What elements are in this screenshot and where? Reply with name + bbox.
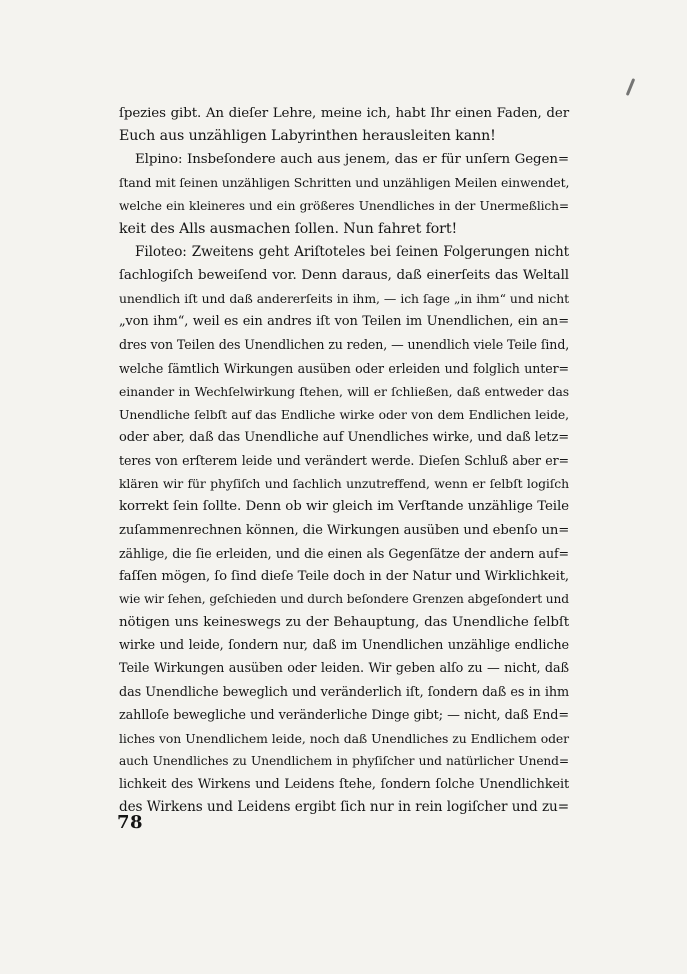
- text-line: auch Unendliches zu Unendlichem in phyſiſcher und natürlicher Unend=: [119, 753, 569, 768]
- text-line: Euch aus unzähligen Labyrinthen herausleiten kann!: [119, 128, 496, 145]
- text-line: zahlloſe bewegliche und veränderliche Dinge gibt; — nicht, daß End=: [119, 707, 569, 723]
- text-line: Teile Wirkungen ausüben oder leiden. Wir geben alſo zu — nicht, daß: [119, 661, 569, 677]
- text-line: das Unendliche beweglich und veränderlich iſt, ſondern daß es in ihm: [119, 684, 569, 700]
- text-line: wie wir ſehen, geſchieden und durch beſondere Grenzen abgeſondert und: [119, 591, 569, 606]
- text-line: faſſen mögen, ſo ſind dieſe Teile doch in der Natur und Wirklichkeit,: [119, 568, 569, 584]
- text-line: Elpino: Insbeſondere auch aus jenem, das er für unſern Gegen=: [135, 152, 569, 168]
- text-line: korrekt ſein ſollte. Denn ob wir gleich im Verſtande unzählige Teile: [119, 499, 569, 515]
- text-line: unendlich iſt und daß andererſeits in ihm, — ich ſage „in ihm“ und nicht: [119, 291, 569, 307]
- text-line: des Wirkens und Leidens ergibt ſich nur in rein logiſcher und zu=: [119, 799, 569, 816]
- pencil-mark: [626, 78, 636, 96]
- text-line: dres von Teilen des Unendlichen zu reden, — unendlich viele Teile ſind,: [119, 337, 570, 353]
- text-line: Unendliche ſelbſt auf das Endliche wirke oder von dem Endlichen leide,: [119, 406, 569, 422]
- body-text: [119, 102, 569, 819]
- text-line: oder aber, daß das Unendliche auf Unendliches wirke, und daß letz=: [119, 429, 569, 445]
- text-line: welche ein kleineres und ein größeres Unendliches in der Unermeßlich=: [119, 198, 569, 213]
- text-line: Filoteo: Zweitens geht Ariſtoteles bei ſeinen Folgerungen nicht: [135, 243, 569, 260]
- text-line: ſtand mit ſeinen unzähligen Schritten und unzähligen Meilen einwendet,: [119, 175, 570, 191]
- text-line: einander in Wechſelwirkung ſtehen, will er ſchließen, daß entweder das: [119, 383, 569, 399]
- text-line: ſachlogiſch beweiſend vor. Denn daraus, daß einerſeits das Weltall: [119, 267, 569, 283]
- text-line: zuſammenrechnen können, die Wirkungen ausüben und ebenſo un=: [119, 522, 570, 538]
- text-line: wirke und leide, ſondern nur, daß im Unendlichen unzählige endliche: [119, 638, 569, 654]
- text-line: „von ihm“, weil es ein andres iſt von Teilen im Unendlichen, ein an=: [119, 314, 569, 330]
- text-line: klären wir für phyſiſch und ſachlich unzutreffend, wenn er ſelbſt logiſch: [119, 476, 569, 492]
- text-line: keit des Alls ausmachen ſollen. Nun fahret fort!: [119, 220, 458, 237]
- text-line: nötigen uns keineswegs zu der Behauptung, das Unendliche ſelbſt: [119, 615, 569, 631]
- page-number: 78: [117, 812, 144, 833]
- text-line: ſpezies gibt. An dieſer Lehre, meine ich, habt Ihr einen Faden, der: [119, 106, 569, 121]
- text-line: liches von Unendlichem leide, noch daß Unendliches zu Endlichem oder: [119, 730, 569, 746]
- text-line: welche ſämtlich Wirkungen ausüben oder erleiden und folglich unter=: [119, 360, 569, 376]
- text-line: teres von erſterem leide und verändert werde. Dieſen Schluß aber er=: [119, 453, 569, 469]
- text-line: zählige, die ſie erleiden, und die einen als Gegenſätze der andern auf=: [119, 545, 569, 561]
- text-line: lichkeit des Wirkens und Leidens ſtehe, ſondern ſolche Unendlichkeit: [119, 777, 569, 793]
